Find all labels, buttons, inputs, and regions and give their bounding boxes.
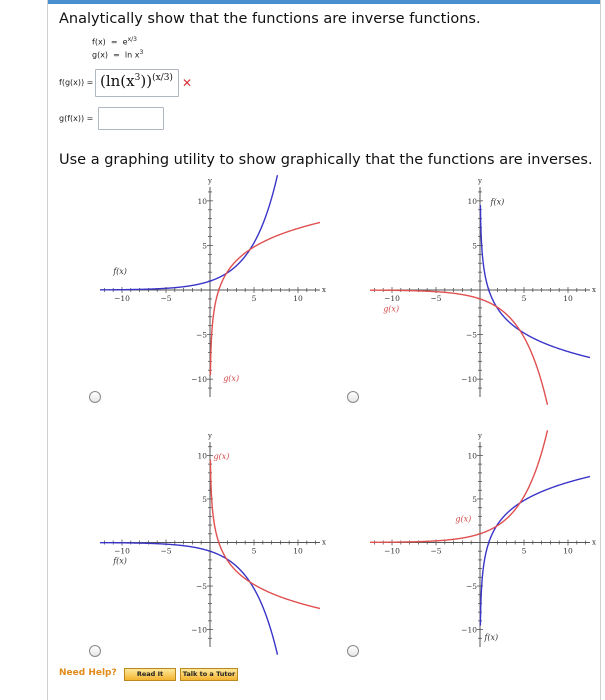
x-tick-label: 10 — [563, 294, 573, 303]
y-tick-label: 10 — [467, 451, 477, 461]
graph-option-d — [362, 430, 598, 655]
y-tick-label: −5 — [195, 582, 207, 592]
y-tick-label: 5 — [202, 494, 207, 504]
graph-prompt: Use a graphing utility to show graphically that the functions are inverses. — [59, 152, 593, 168]
y-tick-label: 10 — [197, 196, 207, 206]
x-tick-label: −10 — [384, 294, 400, 303]
g-curve-label: g(x) — [223, 373, 240, 383]
y-axis-label: y — [478, 177, 482, 185]
y-axis-label: y — [208, 177, 212, 185]
curve-gx — [210, 459, 320, 608]
y-tick-label: 10 — [467, 196, 477, 206]
x-tick-label: −10 — [114, 294, 130, 303]
incorrect-mark-icon: ✕ — [182, 76, 193, 90]
g-definition: $g(x) = \ln x^3$ — [92, 49, 144, 60]
gf-label: g(f(x)) = — [59, 114, 94, 123]
curve-gx — [370, 430, 547, 542]
x-tick-label: 10 — [293, 546, 303, 556]
fg-label: f(g(x)) = — [59, 78, 94, 87]
f-curve-label: f(x) — [113, 266, 127, 276]
x-tick-label: 10 — [293, 294, 303, 303]
talk-to-tutor-button[interactable]: Talk to a Tutor — [180, 668, 238, 681]
x-axis-label: x — [322, 538, 326, 547]
option-a-radio[interactable] — [89, 391, 101, 403]
y-tick-label: −5 — [465, 582, 477, 592]
x-tick-label: −5 — [430, 294, 442, 303]
y-axis-label: y — [208, 432, 212, 440]
f-definition: $f(x) = e^{x/3}$ — [92, 36, 137, 47]
g-curve-label: g(x) — [383, 304, 400, 314]
curve-gx — [210, 222, 320, 375]
f-curve-label: f(x) — [490, 197, 505, 207]
option-d-radio[interactable] — [347, 645, 359, 657]
question-title: Analytically show that the functions are inverse functions. — [59, 11, 481, 27]
x-axis-label: x — [322, 286, 326, 294]
y-tick-label: −10 — [191, 625, 207, 635]
x-tick-label: 10 — [563, 546, 573, 556]
fg-answer-input[interactable] — [95, 69, 179, 97]
graph-option-a — [92, 175, 328, 405]
y-tick-label: −10 — [461, 625, 477, 635]
fg-answer-value: $(\ln(x^3))^{(x/3)}$ — [100, 72, 173, 90]
x-tick-label: −5 — [160, 294, 172, 303]
x-tick-label: −5 — [430, 546, 442, 556]
g-curve-label: g(x) — [455, 514, 472, 524]
f-curve-label: f(x) — [113, 556, 127, 566]
y-tick-label: −5 — [195, 330, 207, 340]
curve-fx — [480, 477, 590, 626]
x-tick-label: 5 — [251, 294, 257, 303]
y-tick-label: 5 — [472, 494, 477, 504]
x-tick-label: 5 — [521, 294, 527, 303]
y-tick-label: −10 — [191, 375, 207, 385]
gf-answer-input[interactable] — [98, 107, 164, 130]
g-curve-label: g(x) — [213, 451, 230, 461]
x-axis-label: x — [592, 286, 596, 294]
graph-option-c — [92, 430, 328, 655]
y-tick-label: −10 — [461, 375, 477, 385]
y-tick-label: 5 — [472, 241, 477, 251]
x-tick-label: 5 — [521, 546, 527, 556]
x-tick-label: −10 — [114, 546, 130, 556]
option-b-radio[interactable] — [347, 391, 359, 403]
graph-option-b — [362, 175, 598, 405]
f-curve-label: f(x) — [484, 633, 499, 643]
y-tick-label: 5 — [202, 241, 207, 251]
y-axis-label: y — [478, 432, 482, 440]
curve-fx — [480, 205, 590, 358]
x-tick-label: −10 — [384, 546, 400, 556]
y-tick-label: 10 — [197, 451, 207, 461]
option-c-radio[interactable] — [89, 645, 101, 657]
x-axis-label: x — [592, 538, 596, 547]
x-tick-label: −5 — [160, 546, 172, 556]
need-help-label: Need Help? — [59, 668, 117, 678]
x-tick-label: 5 — [251, 546, 257, 556]
read-it-button[interactable]: Read It — [124, 668, 176, 681]
y-tick-label: −5 — [465, 330, 477, 340]
